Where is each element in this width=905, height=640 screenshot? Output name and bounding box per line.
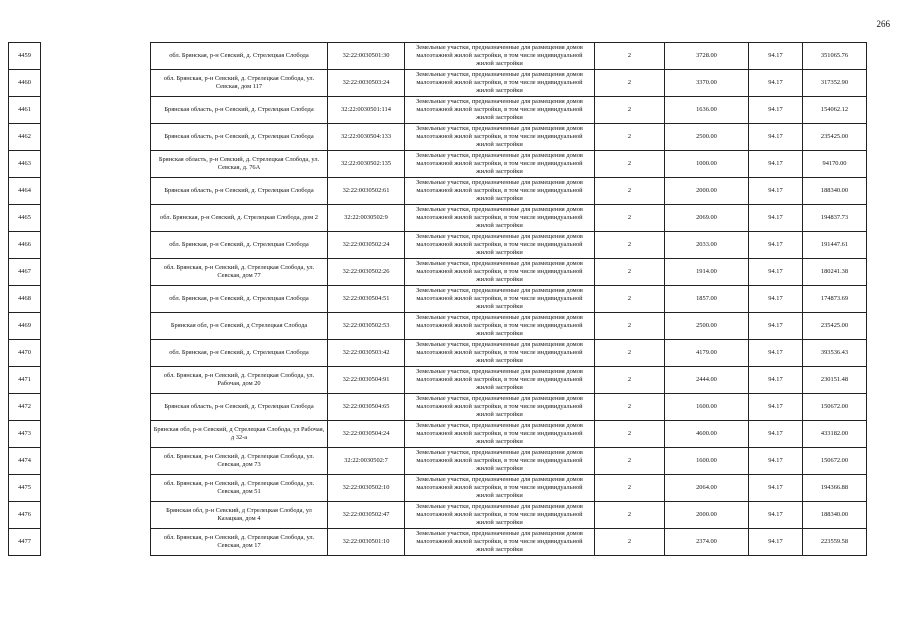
row-number: 4466 (9, 232, 41, 259)
row-rate: 94.17 (749, 340, 803, 367)
row-rate: 94.17 (749, 43, 803, 70)
row-group: 2 (595, 70, 665, 97)
blank-column (41, 178, 151, 205)
row-number: 4472 (9, 394, 41, 421)
row-rate: 94.17 (749, 421, 803, 448)
row-land-use: Земельные участки, предназначенные для размещения домов малоэтажной жилой застройки, в том числе индивидуальной жилой застройки (405, 313, 595, 340)
row-address: Брянская обл, р-н Севский, д Стрелецкая Слобода, ул Казацкая, дом 4 (151, 502, 328, 529)
row-group: 2 (595, 367, 665, 394)
row-area: 1000.00 (665, 151, 749, 178)
row-number: 4461 (9, 97, 41, 124)
row-address: обл. Брянская, р-н Севский, д. Стрелецкая Слобода (151, 232, 328, 259)
blank-column (41, 529, 151, 556)
table-row (9, 70, 867, 97)
row-cadastral-number: 32:22:0030502:135 (328, 151, 405, 178)
row-land-use: Земельные участки, предназначенные для размещения домов малоэтажной жилой застройки, в том числе индивидуальной жилой застройки (405, 475, 595, 502)
row-number: 4459 (9, 43, 41, 70)
row-cadastral-value: 194366.88 (803, 475, 867, 502)
row-area: 1636.00 (665, 97, 749, 124)
row-area: 2000.00 (665, 178, 749, 205)
row-cadastral-number: 32:22:0030502:26 (328, 259, 405, 286)
row-group: 2 (595, 286, 665, 313)
row-cadastral-value: 154062.12 (803, 97, 867, 124)
row-group: 2 (595, 259, 665, 286)
row-rate: 94.17 (749, 259, 803, 286)
table-row (9, 151, 867, 178)
blank-column (41, 340, 151, 367)
row-cadastral-number: 32:22:0030501:10 (328, 529, 405, 556)
row-area: 1600.00 (665, 448, 749, 475)
row-cadastral-value: 194837.73 (803, 205, 867, 232)
row-cadastral-value: 188340.00 (803, 502, 867, 529)
row-land-use: Земельные участки, предназначенные для размещения домов малоэтажной жилой застройки, в том числе индивидуальной жилой застройки (405, 70, 595, 97)
row-rate: 94.17 (749, 178, 803, 205)
row-number: 4463 (9, 151, 41, 178)
row-group: 2 (595, 475, 665, 502)
table-row (9, 178, 867, 205)
row-land-use: Земельные участки, предназначенные для размещения домов малоэтажной жилой застройки, в том числе индивидуальной жилой застройки (405, 502, 595, 529)
row-cadastral-number: 32:22:0030503:24 (328, 70, 405, 97)
blank-column (41, 259, 151, 286)
row-rate: 94.17 (749, 313, 803, 340)
row-group: 2 (595, 340, 665, 367)
row-number: 4477 (9, 529, 41, 556)
blank-column (41, 232, 151, 259)
blank-column (41, 286, 151, 313)
row-area: 2500.00 (665, 124, 749, 151)
row-cadastral-number: 32:22:0030502:53 (328, 313, 405, 340)
page-number: 266 (876, 19, 890, 29)
row-group: 2 (595, 529, 665, 556)
blank-column (41, 205, 151, 232)
row-area: 2069.00 (665, 205, 749, 232)
row-address: Брянская область, р-н Севский, д. Стрелецкая Слобода (151, 394, 328, 421)
row-cadastral-number: 32:22:0030504:133 (328, 124, 405, 151)
row-number: 4464 (9, 178, 41, 205)
row-land-use: Земельные участки, предназначенные для размещения домов малоэтажной жилой застройки, в том числе индивидуальной жилой застройки (405, 124, 595, 151)
table-row (9, 205, 867, 232)
table-row (9, 475, 867, 502)
row-address: обл. Брянская, р-н Севский, д. Стрелецкая Слобода, ул. Севская, дом 77 (151, 259, 328, 286)
table-row (9, 529, 867, 556)
row-address: обл. Брянская, р-н Севский, д. Стрелецкая Слобода (151, 286, 328, 313)
table-row (9, 340, 867, 367)
row-land-use: Земельные участки, предназначенные для размещения домов малоэтажной жилой застройки, в том числе индивидуальной жилой застройки (405, 448, 595, 475)
row-number: 4465 (9, 205, 41, 232)
row-number: 4462 (9, 124, 41, 151)
row-number: 4469 (9, 313, 41, 340)
row-cadastral-number: 32:22:0030502:24 (328, 232, 405, 259)
table-row (9, 313, 867, 340)
row-land-use: Земельные участки, предназначенные для размещения домов малоэтажной жилой застройки, в том числе индивидуальной жилой застройки (405, 178, 595, 205)
row-cadastral-value: 235425.00 (803, 313, 867, 340)
row-rate: 94.17 (749, 124, 803, 151)
row-cadastral-number: 32:22:0030502:10 (328, 475, 405, 502)
row-rate: 94.17 (749, 97, 803, 124)
row-rate: 94.17 (749, 151, 803, 178)
row-group: 2 (595, 43, 665, 70)
row-area: 2500.00 (665, 313, 749, 340)
row-cadastral-number: 32:22:0030504:51 (328, 286, 405, 313)
row-area: 3728.00 (665, 43, 749, 70)
row-number: 4467 (9, 259, 41, 286)
blank-column (41, 124, 151, 151)
blank-column (41, 97, 151, 124)
table-body (9, 43, 867, 556)
blank-column (41, 394, 151, 421)
blank-column (41, 367, 151, 394)
row-land-use: Земельные участки, предназначенные для размещения домов малоэтажной жилой застройки, в том числе индивидуальной жилой застройки (405, 529, 595, 556)
table-row (9, 43, 867, 70)
table-row (9, 124, 867, 151)
row-rate: 94.17 (749, 286, 803, 313)
blank-column (41, 151, 151, 178)
row-address: Брянская обл, р-н Севский, д Стрелецкая Слобода (151, 313, 328, 340)
row-rate: 94.17 (749, 205, 803, 232)
row-cadastral-number: 32:22:0030504:24 (328, 421, 405, 448)
row-number: 4473 (9, 421, 41, 448)
row-address: Брянская область, р-н Севский, д. Стрелецкая Слобода (151, 124, 328, 151)
blank-column (41, 475, 151, 502)
row-area: 4600.00 (665, 421, 749, 448)
blank-column (41, 448, 151, 475)
blank-column (41, 421, 151, 448)
table-row (9, 286, 867, 313)
row-land-use: Земельные участки, предназначенные для размещения домов малоэтажной жилой застройки, в том числе индивидуальной жилой застройки (405, 421, 595, 448)
row-group: 2 (595, 394, 665, 421)
row-area: 2000.00 (665, 502, 749, 529)
row-address: обл. Брянская, р-н Севский, д. Стрелецкая Слобода, дом 2 (151, 205, 328, 232)
row-area: 1914.00 (665, 259, 749, 286)
row-area: 3370.00 (665, 70, 749, 97)
row-area: 1600.00 (665, 394, 749, 421)
row-address: Брянская область, р-н Севский, д. Стрелецкая Слобода (151, 97, 328, 124)
table-row (9, 259, 867, 286)
row-cadastral-number: 32:22:0030503:42 (328, 340, 405, 367)
row-land-use: Земельные участки, предназначенные для размещения домов малоэтажной жилой застройки, в том числе индивидуальной жилой застройки (405, 340, 595, 367)
row-number: 4468 (9, 286, 41, 313)
row-land-use: Земельные участки, предназначенные для размещения домов малоэтажной жилой застройки, в том числе индивидуальной жилой застройки (405, 151, 595, 178)
blank-column (41, 43, 151, 70)
row-area: 2374.00 (665, 529, 749, 556)
row-cadastral-value: 230151.48 (803, 367, 867, 394)
blank-column (41, 502, 151, 529)
row-land-use: Земельные участки, предназначенные для размещения домов малоэтажной жилой застройки, в том числе индивидуальной жилой застройки (405, 205, 595, 232)
row-area: 2444.00 (665, 367, 749, 394)
row-rate: 94.17 (749, 529, 803, 556)
row-cadastral-number: 32:22:0030502:9 (328, 205, 405, 232)
row-group: 2 (595, 178, 665, 205)
row-rate: 94.17 (749, 232, 803, 259)
row-address: Брянская область, р-н Севский, д. Стрелецкая Слобода, ул. Севская, д. 76А (151, 151, 328, 178)
row-area: 2033.00 (665, 232, 749, 259)
table-row (9, 394, 867, 421)
row-group: 2 (595, 124, 665, 151)
row-area: 4179.00 (665, 340, 749, 367)
row-number: 4460 (9, 70, 41, 97)
row-cadastral-value: 351065.76 (803, 43, 867, 70)
row-land-use: Земельные участки, предназначенные для размещения домов малоэтажной жилой застройки, в том числе индивидуальной жилой застройки (405, 43, 595, 70)
row-land-use: Земельные участки, предназначенные для размещения домов малоэтажной жилой застройки, в том числе индивидуальной жилой застройки (405, 232, 595, 259)
row-land-use: Земельные участки, предназначенные для размещения домов малоэтажной жилой застройки, в том числе индивидуальной жилой застройки (405, 394, 595, 421)
table-row (9, 367, 867, 394)
row-group: 2 (595, 97, 665, 124)
row-cadastral-value: 191447.61 (803, 232, 867, 259)
row-address: обл. Брянская, р-н Севский, д. Стрелецкая Слобода, ул. Севская, дом 117 (151, 70, 328, 97)
table-row (9, 97, 867, 124)
row-address: обл. Брянская, р-н Севский, д. Стрелецкая Слобода, ул. Севская, дом 51 (151, 475, 328, 502)
row-rate: 94.17 (749, 502, 803, 529)
row-group: 2 (595, 205, 665, 232)
row-number: 4475 (9, 475, 41, 502)
row-rate: 94.17 (749, 475, 803, 502)
row-land-use: Земельные участки, предназначенные для размещения домов малоэтажной жилой застройки, в том числе индивидуальной жилой застройки (405, 97, 595, 124)
row-group: 2 (595, 151, 665, 178)
row-group: 2 (595, 502, 665, 529)
row-group: 2 (595, 313, 665, 340)
row-number: 4474 (9, 448, 41, 475)
row-address: обл. Брянская, р-н Севский, д. Стрелецкая Слобода, ул. Севская, дом 17 (151, 529, 328, 556)
row-cadastral-value: 180241.38 (803, 259, 867, 286)
row-group: 2 (595, 232, 665, 259)
row-rate: 94.17 (749, 448, 803, 475)
row-cadastral-value: 223559.58 (803, 529, 867, 556)
row-number: 4470 (9, 340, 41, 367)
row-cadastral-number: 32:22:0030502:61 (328, 178, 405, 205)
row-rate: 94.17 (749, 367, 803, 394)
row-address: обл. Брянская, р-н Севский, д. Стрелецкая Слобода, ул. Севская, дом 73 (151, 448, 328, 475)
row-cadastral-number: 32:22:0030501:114 (328, 97, 405, 124)
row-rate: 94.17 (749, 70, 803, 97)
row-address: Брянская область, р-н Севский, д. Стрелецкая Слобода (151, 178, 328, 205)
row-land-use: Земельные участки, предназначенные для размещения домов малоэтажной жилой застройки, в том числе индивидуальной жилой застройки (405, 259, 595, 286)
row-land-use: Земельные участки, предназначенные для размещения домов малоэтажной жилой застройки, в том числе индивидуальной жилой застройки (405, 286, 595, 313)
blank-column (41, 313, 151, 340)
row-cadastral-value: 150672.00 (803, 394, 867, 421)
row-area: 1857.00 (665, 286, 749, 313)
table-row (9, 232, 867, 259)
row-cadastral-number: 32:22:0030504:91 (328, 367, 405, 394)
table-row (9, 448, 867, 475)
table-row (9, 502, 867, 529)
row-group: 2 (595, 421, 665, 448)
row-cadastral-value: 188340.00 (803, 178, 867, 205)
row-cadastral-number: 32:22:0030504:65 (328, 394, 405, 421)
cadastral-value-table (8, 42, 867, 556)
row-number: 4471 (9, 367, 41, 394)
row-cadastral-value: 317352.90 (803, 70, 867, 97)
row-cadastral-value: 393536.43 (803, 340, 867, 367)
row-address: обл. Брянская, р-н Севский, д. Стрелецкая Слобода (151, 340, 328, 367)
row-rate: 94.17 (749, 394, 803, 421)
table-row (9, 421, 867, 448)
row-address: обл. Брянская, р-н Севский, д. Стрелецкая Слобода (151, 43, 328, 70)
blank-column (41, 70, 151, 97)
row-cadastral-number: 32:22:0030502:7 (328, 448, 405, 475)
row-area: 2064.00 (665, 475, 749, 502)
row-cadastral-value: 235425.00 (803, 124, 867, 151)
row-cadastral-value: 150672.00 (803, 448, 867, 475)
row-cadastral-number: 32:22:0030502:47 (328, 502, 405, 529)
row-group: 2 (595, 448, 665, 475)
row-address: обл. Брянская, р-н Севский, д. Стрелецкая Слобода, ул. Рабочая, дом 20 (151, 367, 328, 394)
row-number: 4476 (9, 502, 41, 529)
row-land-use: Земельные участки, предназначенные для размещения домов малоэтажной жилой застройки, в том числе индивидуальной жилой застройки (405, 367, 595, 394)
row-cadastral-value: 174873.69 (803, 286, 867, 313)
row-cadastral-number: 32:22:0030501:30 (328, 43, 405, 70)
row-address: Брянская обл, р-н Севский, д Стрелецкая Слобода, ул Рабочая, д 32-а (151, 421, 328, 448)
row-cadastral-value: 94170.00 (803, 151, 867, 178)
row-cadastral-value: 433182.00 (803, 421, 867, 448)
